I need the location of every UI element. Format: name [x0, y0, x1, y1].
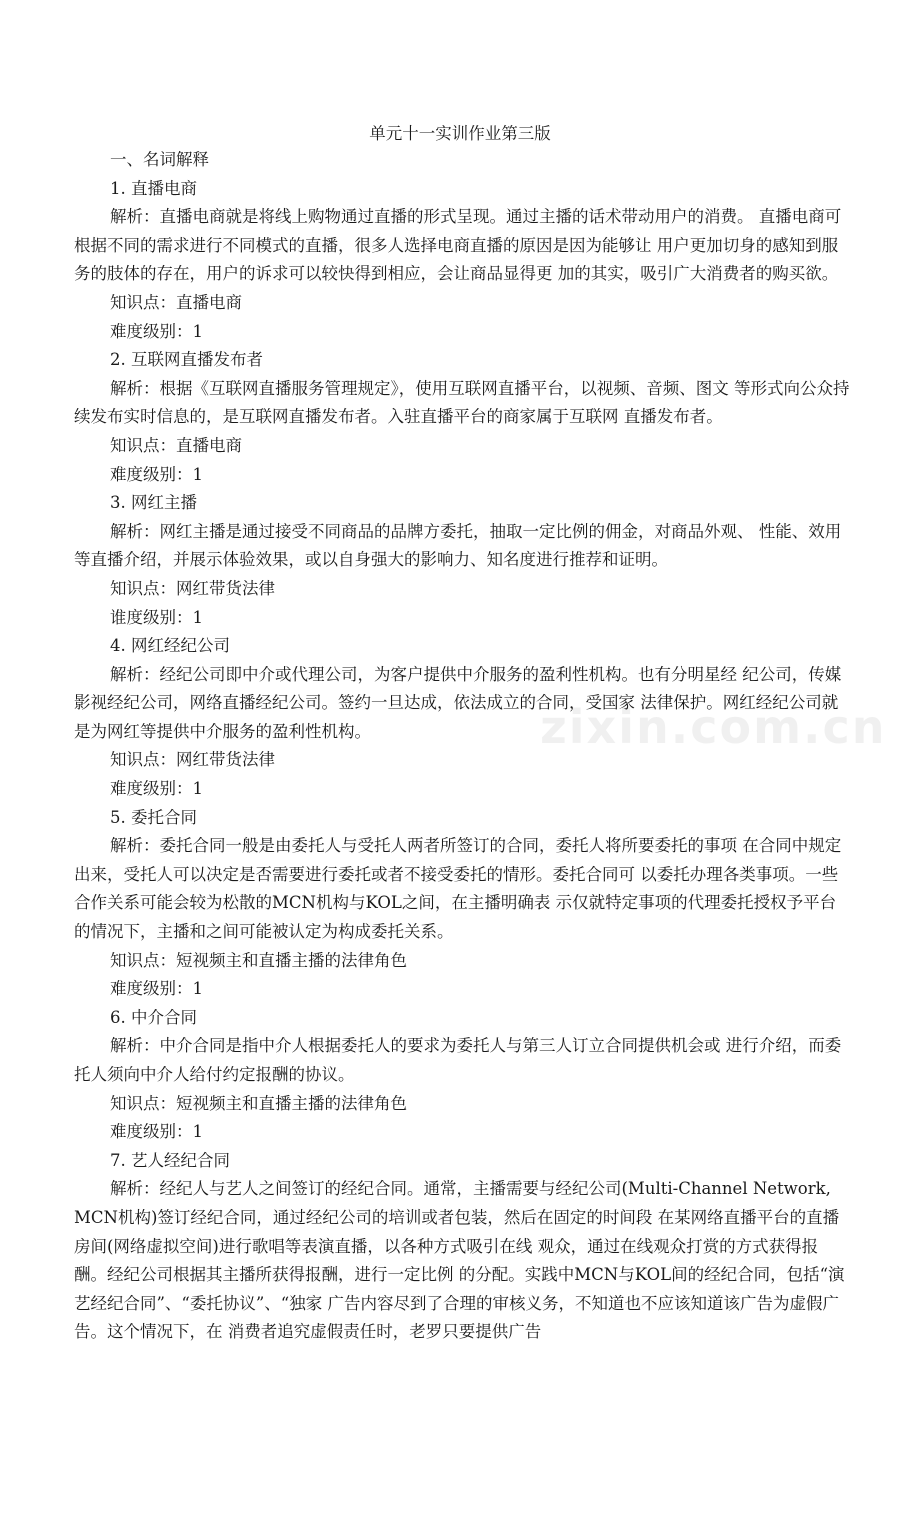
term-analysis: 解析：根据《互联网直播服务管理规定》，使用互联网直播平台，以视频、音频、图文 等形式向公众持续发布实时信息的，是互联网直播发布者。入驻直播平台的商家属于互联网 直播发布者。 — [74, 378, 850, 427]
term-analysis: 解析：委托合同一般是由委托人与受托人两者所签订的合同，委托人将所要委托的事项 在合同中规定出来，受托人可以决定是否需要进行委托或者不接受委托的情形。委托合同可 以委托办理各类事项。一些合作关系可能会较为松散的MCN机构与KOL之间，在主播明确表 示仅就特定事项的代理委托授权予平台的情况下，主播和之间可能被认定为构成委托关系。 — [74, 836, 842, 942]
difficulty-level: 谁度级别：1 — [110, 607, 203, 627]
knowledge-point: 知识点：网红带货法律 — [110, 750, 275, 770]
knowledge-point: 知识点：短视频主和直播主播的法律角色 — [110, 1093, 407, 1113]
difficulty-level: 难度级别：1 — [110, 779, 203, 799]
term-heading: 5. 委托合同 — [110, 807, 197, 827]
term-analysis: 解析：中介合同是指中介人根据委托人的要求为委托人与第三人订立合同提供机会或 进行介绍，而委托人须向中介人给付约定报酬的协议。 — [74, 1036, 842, 1084]
difficulty-level: 难度级别：1 — [110, 464, 203, 484]
document-body — [74, 146, 887, 1347]
section-heading: 一、名词解释 — [110, 150, 209, 169]
term-analysis: 解析：经纪人与艺人之间签订的经纪合同。通常，主播需要与经纪公司(Multi-Channel Network, MCN机构)签订经纪合同，通过经纪公司的培训或者包装，然后在固定的时间段 在某网络直播平台的直播房间(网络虚拟空间)进行歌唱等表演直播，以各种方式吸引在线 观众，通过在线观众打赏的方式获得报酬。经纪公司根据其主播所获得报酬，进行一定比例 的分配。实践中MCN与KOL间的经纪合同，包括“演艺经纪合同”、“委托协议”、“独家 广告内容尽到了合理的审核义务，不知道也不应该知道该广告为虚假广告。这个情况下，在 消费者追究虚假责任时，老罗只要提供广告 — [74, 1179, 845, 1342]
term-heading: 6. 中介合同 — [110, 1007, 197, 1027]
term-analysis: 解析：直播电商就是将线上购物通过直播的形式呈现。通过主播的话术带动用户的消费。 直播电商可根据不同的需求进行不同模式的直播，很多人选择电商直播的原因是因为能够让 用户更加切身的感知到服务的肢体的存在，用户的诉求可以较快得到相应，会让商品显得更 加的其实，吸引广大消费者的购买欲。 — [74, 207, 842, 284]
knowledge-point: 知识点：直播电商 — [110, 292, 242, 312]
term-heading: 2. 互联网直播发布者 — [110, 350, 263, 370]
term-analysis: 解析：经纪公司即中介或代理公司，为客户提供中介服务的盈利性机构。也有分明星经 纪公司，传媒影视经纪公司，网络直播经纪公司。签约一旦达成，依法成立的合同，受国家 法律保护。网红经纪公司就是为网红等提供中介服务的盈利性机构。 — [74, 664, 842, 741]
watermark: zixin.com.cn — [540, 700, 887, 754]
term-heading: 1. 直播电商 — [110, 178, 197, 198]
term-heading: 4. 网红经纪公司 — [110, 636, 230, 656]
knowledge-point: 知识点：短视频主和直播主播的法律角色 — [110, 950, 407, 970]
knowledge-point: 知识点：直播电商 — [110, 435, 242, 455]
document-title: 单元十一实训作业第三版 — [369, 124, 551, 143]
term-heading: 7. 艺人经纪合同 — [110, 1150, 230, 1170]
difficulty-level: 难度级别：1 — [110, 979, 203, 999]
knowledge-point: 知识点：网红带货法律 — [110, 578, 275, 598]
term-heading: 3. 网红主播 — [110, 493, 197, 513]
difficulty-level: 难度级别：1 — [110, 1122, 203, 1142]
term-analysis: 解析：网红主播是通过接受不同商品的品牌方委托，抽取一定比例的佣金，对商品外观、 性能、效用等直播介绍，并展示体验效果，或以自身强大的影响力、知名度进行推荐和证明。 — [74, 521, 842, 570]
difficulty-level: 难度级别：1 — [110, 321, 203, 341]
